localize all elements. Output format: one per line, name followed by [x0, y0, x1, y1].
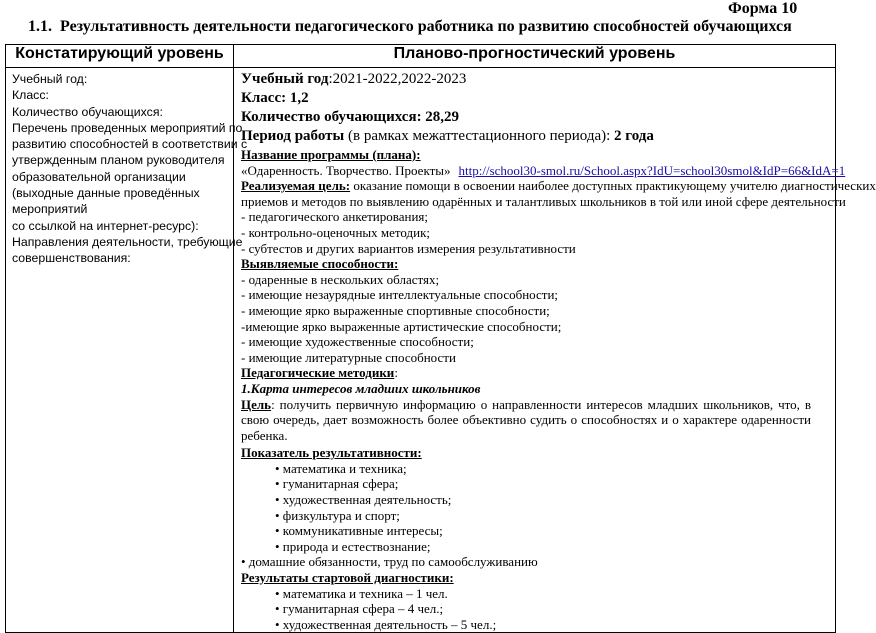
goal-line-2: приемов и методов по выявлению одарённых и талантливых школьников в той или иной сфере деятельности	[241, 193, 846, 209]
period-line: Период работы (в рамках межаттестационного периода): 2 года	[241, 128, 654, 144]
methods-line: Педагогические методики:	[241, 365, 398, 381]
ability-item: - имеющие художественные способности;	[241, 334, 474, 350]
program-line: «Одаренность. Творчество. Проекты» http://school30-smol.ru/School.aspx?IdU=school30smol&IdP=66&IdA=1	[241, 162, 846, 178]
form-number: Форма 10	[728, 0, 798, 17]
left-line: (выходные данные проведённых	[12, 186, 200, 201]
section-number: 1.1.	[28, 18, 52, 35]
indicator-item: • художественная деятельность;	[275, 492, 452, 508]
program-label: Название программы (плана):	[241, 147, 421, 162]
section-title: Результативность деятельности педагогического работника по развитию способностей обучающихся	[60, 18, 792, 35]
start-results-label: Результаты стартовой диагностики:	[241, 570, 454, 586]
ability-item: - одаренные в нескольких областях;	[241, 271, 440, 287]
left-line: образовательной организации	[12, 169, 186, 184]
left-line: совершенствования:	[12, 251, 131, 266]
ascertaining-cell	[6, 68, 248, 633]
year-line: Учебный год:2021-2022,2022-2023	[241, 71, 467, 87]
planning-cell	[234, 68, 876, 633]
left-line: Количество обучающихся:	[12, 104, 163, 119]
goal-item: - контрольно-оценочных методик;	[241, 224, 431, 240]
start-item: • математика и техника – 1 чел.	[275, 585, 448, 601]
abilities-label: Выявляемые способности:	[241, 256, 399, 272]
count-line: Количество обучающихся: 28,29	[241, 109, 460, 125]
ability-item: - имеющие незаурядные интеллектуальные способности;	[241, 287, 559, 303]
left-line: Класс:	[12, 88, 49, 103]
ability-item: - имеющие литературные способности	[241, 349, 456, 365]
col-header-ascertaining: Констатирующий уровень	[6, 45, 234, 68]
col-header-planning: Планово-прогностический уровень	[234, 45, 836, 68]
results-table	[5, 44, 876, 633]
indicator-item: • физкультура и спорт;	[275, 507, 400, 523]
start-item: • гуманитарная сфера – 4 чел.;	[275, 601, 444, 617]
class-line: Класс: 1,2	[241, 90, 309, 106]
program-link[interactable]: http://school30-smol.ru/School.aspx?IdU=school30smol&IdP=66&IdA=1	[458, 162, 846, 178]
ability-item: - имеющие ярко выраженные спортивные способности;	[241, 302, 550, 318]
indicator-item: • домашние обязанности, труд по самообслуживанию	[241, 554, 538, 570]
left-line: развитию способностей в соответствии с	[12, 137, 248, 152]
left-line: Учебный год:	[12, 72, 88, 86]
left-line: Перечень проведенных мероприятий по	[12, 120, 243, 135]
indicator-item: • математика и техника;	[275, 460, 407, 476]
goal-line: Реализуемая цель: оказание помощи в освоении наиболее доступных практикующему учителю диагностических	[241, 178, 876, 194]
indicator-item: • гуманитарная сфера;	[275, 476, 399, 492]
indicator-label: Показатель результативности:	[241, 445, 422, 461]
goal-item: - субтестов и других вариантов измерения результативности	[241, 240, 576, 256]
goal-item: - педагогического анкетирования;	[241, 209, 429, 225]
aim-paragraph: Цель: получить первичную информацию о направленности интересов младших школьников, что, в свою очередь, дает возможность более объективно судить о способностях и о характере одаренности ребенка.	[241, 396, 811, 443]
indicator-item: • коммуникативные интересы;	[275, 523, 443, 539]
left-line: мероприятий	[12, 202, 88, 217]
method-title: 1.Карта интересов младших школьников	[241, 380, 481, 396]
ability-item: -имеющие ярко выраженные артистические способности;	[241, 318, 562, 334]
start-item: • художественная деятельность – 5 чел.;	[275, 616, 497, 632]
left-line: со ссылкой на интернет-ресурс):	[12, 218, 199, 233]
indicator-item: • природа и естествознание;	[275, 538, 431, 554]
section-heading	[28, 18, 792, 36]
left-line: утвержденным планом руководителя	[12, 153, 225, 168]
left-line: Направления деятельности, требующие	[12, 234, 243, 249]
